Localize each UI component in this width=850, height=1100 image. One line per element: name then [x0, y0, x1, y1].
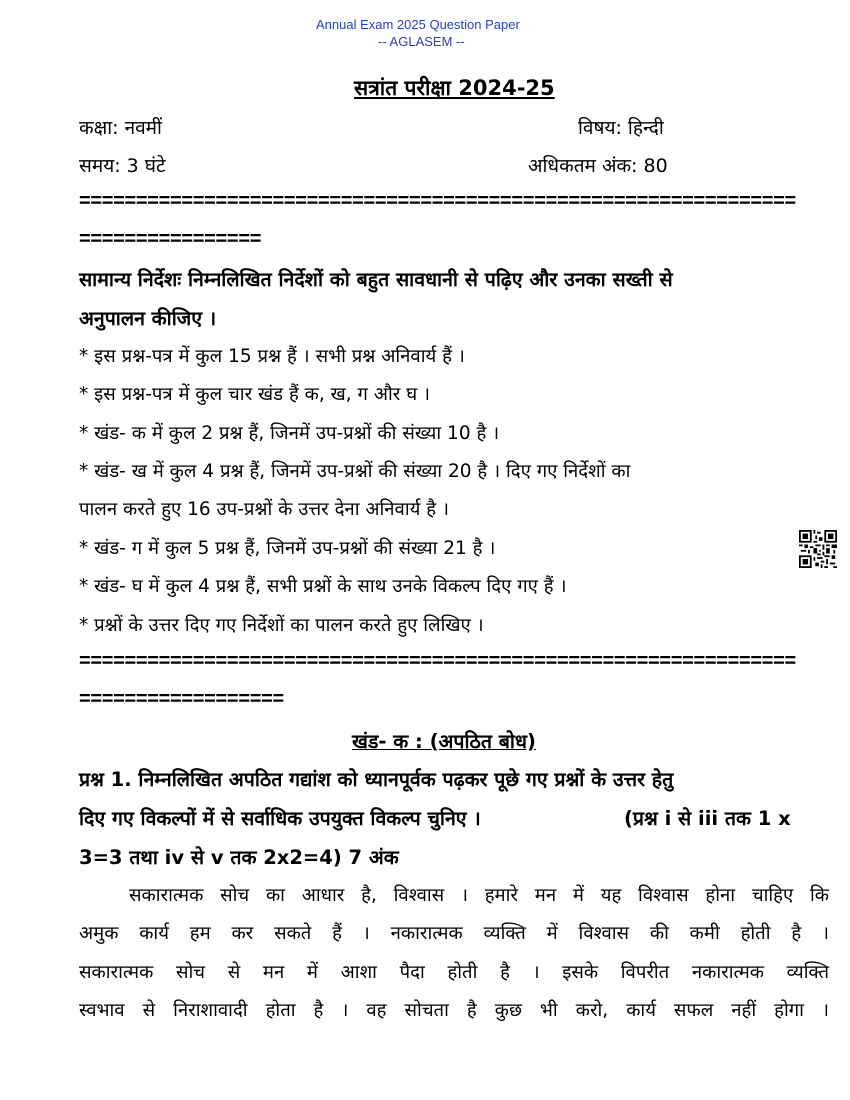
instruction-item: * इस प्रश्न-पत्र में कुल 15 प्रश्न हैं । सभी प्रश्न अनिवार्य हैं । — [79, 346, 465, 367]
instruction-item: * खंड- ग में कुल 5 प्रश्न हैं, जिनमें उप-प्रश्नों की संख्या 21 है । — [79, 538, 496, 559]
separator-line: =============================================================== — [79, 650, 796, 672]
separator-line: =============================================================== — [79, 190, 796, 212]
instruction-item: * खंड- घ में कुल 4 प्रश्न हैं, सभी प्रश्नों के साथ उनके विकल्प दिए गए हैं । — [79, 576, 567, 597]
exam-title: सत्रांत परीक्षा 2024-25 — [354, 76, 555, 100]
passage-line: सकारात्मक सोच का आधार है, विश्वास । हमारे मन में यह विश्वास होना चाहिए कि — [129, 885, 829, 906]
header-line-1: Annual Exam 2025 Question Paper — [316, 17, 520, 32]
instructions-heading: सामान्य निर्देशः निम्नलिखित निर्देशों को बहुत सावधानी से पढ़िए और उनका सख्ती से — [79, 268, 673, 291]
section-a-title: खंड- क : (अपठित बोध) — [352, 730, 536, 753]
passage-line: स्वभाव से निराशावादी होता है । वह सोचता है कुछ भी करो, कार्य सफल नहीं होगा । — [79, 1000, 829, 1021]
instruction-item: * खंड- क में कुल 2 प्रश्न हैं, जिनमें उप-प्रश्नों की संख्या 10 है । — [79, 423, 500, 444]
separator-line: ================ — [79, 228, 262, 250]
time-label: समय: 3 घंटे — [79, 155, 166, 177]
instruction-item: * प्रश्नों के उत्तर दिए गए निर्देशों का पालन करते हुए लिखिए । — [79, 615, 484, 636]
subject-label: विषय: हिन्दी — [578, 117, 664, 139]
header-line-2: -- AGLASEM -- — [378, 34, 465, 49]
question-1-marks-cont: 3=3 तथा iv से v तक 2x2=4) 7 अंक — [79, 846, 399, 869]
instruction-item: * खंड- ख में कुल 4 प्रश्न हैं, जिनमें उप-प्रश्नों की संख्या 20 है । दिए गए निर्देशों का — [79, 461, 631, 482]
max-marks-label: अधिकतम अंक: 80 — [528, 155, 668, 177]
separator-line: ================== — [79, 688, 284, 710]
instruction-item-cont: पालन करते हुए 16 उप-प्रश्नों के उत्तर देना अनिवार्य है । — [79, 499, 449, 520]
passage-line: अमुक कार्य हम कर सकते हैं । नकारात्मक व्यक्ति में विश्वास की कमी होती है । — [79, 923, 829, 944]
question-1-text: प्रश्न 1. निम्नलिखित अपठित गद्यांश को ध्यानपूर्वक पढ़कर पूछे गए प्रश्नों के उत्तर हेतु — [79, 768, 674, 791]
instruction-item: * इस प्रश्न-पत्र में कुल चार खंड हैं क, ख, ग और घ । — [79, 384, 431, 405]
class-label: कक्षा: नवमीं — [79, 117, 162, 139]
question-1-text-cont: दिए गए विकल्पों में से सर्वाधिक उपयुक्त विकल्प चुनिए । — [79, 807, 481, 830]
qr-code-icon — [799, 530, 837, 568]
instructions-heading-cont: अनुपालन कीजिए । — [79, 307, 217, 330]
passage-line: सकारात्मक सोच से मन में आशा पैदा होती है । इसके विपरीत नकारात्मक व्यक्ति — [79, 962, 829, 983]
question-1-marks: (प्रश्न i से iii तक 1 x — [624, 807, 791, 830]
